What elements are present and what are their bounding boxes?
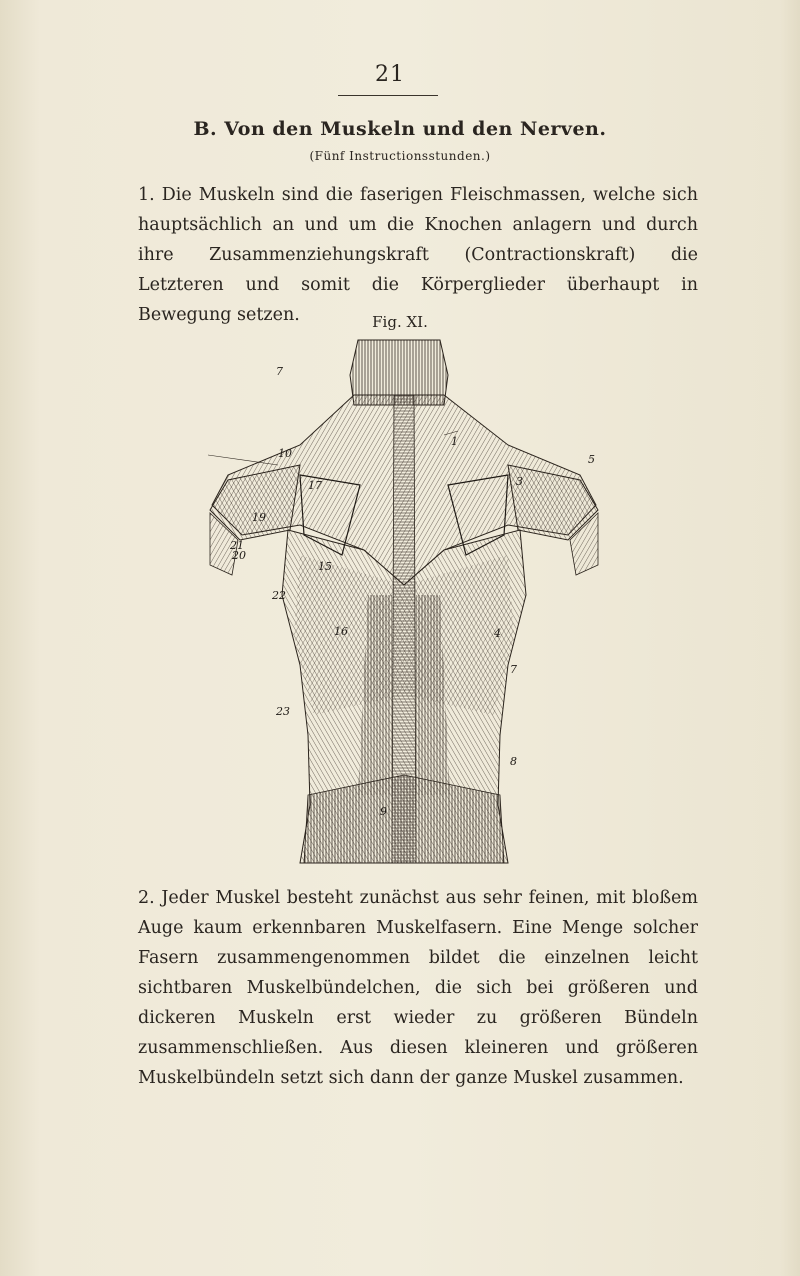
figure-callout: 3 [516,475,523,488]
figure-callout: 9 [380,805,387,818]
figure-callout: 20 [232,549,246,562]
figure-callout: 23 [276,705,290,718]
figure-label: Fig. XI. [372,313,428,331]
section-heading: B. Von den Muskeln und den Nerven. [193,118,607,140]
paragraph-2: 2. Jeder Muskel besteht zunächst aus sehr feinen, mit bloßem Auge kaum erkennbaren Muskelfasern. Eine Menge solcher Fasern zusammengenommen bildet die einzelnen leicht sichtbaren Muskelbündelchen, die sich bei größeren und dickeren Muskeln erst wieder zu größeren Bündeln zusammenschließen. Aus diesen kleineren und größeren Muskelbündeln setzt sich dann der ganze Muskel zusammen. [138,888,698,1088]
page-number-rule [338,95,438,96]
figure-callout: 17 [308,479,322,492]
figure-callout: 7 [510,663,517,676]
figure-callout: 16 [334,625,348,638]
anatomy-engraving [208,335,600,865]
paragraph-1: 1. Die Muskeln sind die faserigen Fleischmassen, welche sich hauptsächlich an und um die Knochen anlagern und durch ihre Zusammenziehungskraft (Contractionskraft) die Letzteren und somit die Körperglieder überhaupt in Bewegung setzen. [138,185,698,325]
figure-callout: 10 [278,447,292,460]
figure-callout: 22 [272,589,286,602]
figure-callout: 21 [230,539,244,552]
figure-callout: 7 [276,365,283,378]
back-muscles-illustration [208,335,600,865]
figure-callout: 5 [588,453,595,466]
figure-callout: 15 [318,560,332,573]
section-subheading: (Fünf Instructionsstunden.) [309,149,491,163]
figure-callout: 4 [494,627,501,640]
figure-callout: 19 [252,511,266,524]
figure-callout: 1 [451,435,458,448]
figure-callout: 8 [510,755,517,768]
page-number: 21 [375,62,405,87]
